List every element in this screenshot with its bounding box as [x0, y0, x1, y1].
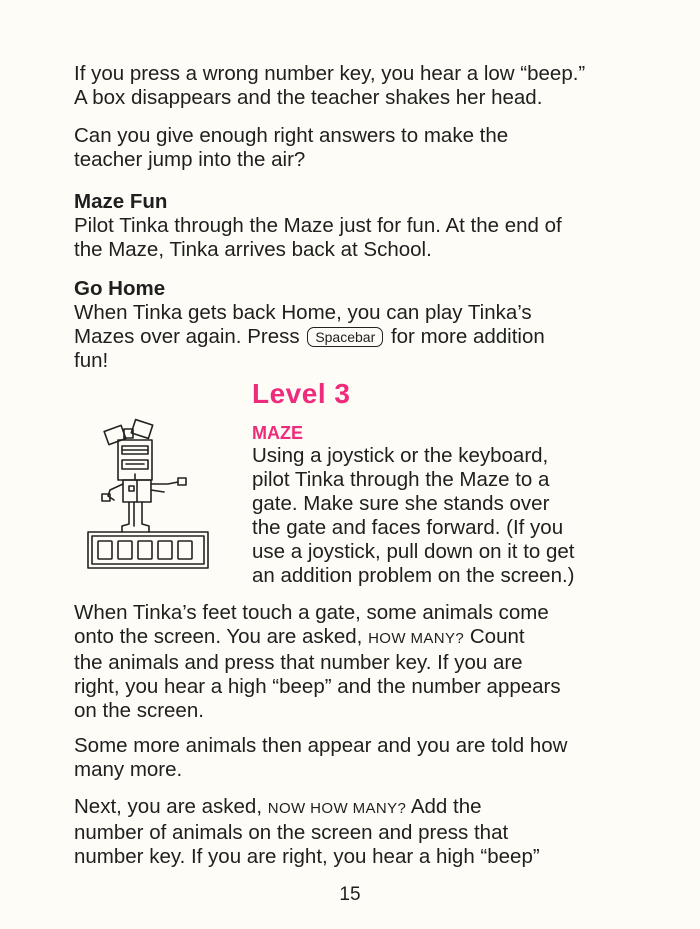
text-line: use a joystick, pull down on it to get [252, 540, 575, 563]
text-line: Using a joystick or the keyboard, [252, 444, 549, 467]
text-line: Can you give enough right answers to make the [74, 124, 509, 147]
text-span: Count [469, 625, 525, 648]
text-line: When Tinka gets back Home, you can play Tinka’s [74, 301, 532, 324]
text-span: onto the screen. You are asked, [74, 625, 363, 648]
text-line: pilot Tinka through the Maze to a [252, 468, 550, 491]
text-line: the Maze, Tinka arrives back at School. [74, 238, 432, 261]
more-animals-paragraph [74, 734, 634, 782]
tinka-on-gate-illustration [86, 414, 216, 574]
level-3-maze-section [252, 422, 632, 588]
section-heading-go-home: Go Home [74, 277, 166, 300]
text-line: right, you hear a high “beep” and the number appears [74, 675, 561, 698]
feet-touch-paragraph [74, 601, 634, 723]
level-3-title: Level 3 [252, 378, 351, 409]
intro-paragraph-2 [74, 124, 634, 172]
text-line [74, 625, 634, 651]
text-line: A box disappears and the teacher shakes her head. [74, 86, 543, 109]
text-line: the gate and faces forward. (If you [252, 516, 564, 539]
text-line: many more. [74, 758, 183, 781]
section-heading-maze-fun: Maze Fun [74, 190, 168, 213]
text-span: Add the [410, 795, 482, 818]
page-number: 15 [339, 884, 361, 905]
text-line: number of animals on the screen and press that [74, 821, 509, 844]
text-line: gate. Make sure she stands over [252, 492, 550, 515]
text-line: If you press a wrong number key, you hear a low “beep.” [74, 62, 586, 85]
go-home-section [74, 277, 634, 373]
text-line: Pilot Tinka through the Maze just for fun. At the end of [74, 214, 562, 237]
text-line: the animals and press that number key. If you are [74, 651, 523, 674]
intro-paragraph-1 [74, 62, 634, 110]
text-line: fun! [74, 349, 109, 372]
text-span: Next, you are asked, [74, 795, 263, 818]
screen-prompt-how-many: HOW MANY? [368, 630, 465, 647]
text-line [74, 795, 634, 821]
text-line: teacher jump into the air? [74, 148, 306, 171]
text-line [74, 325, 634, 349]
screen-prompt-now-how-many: NOW HOW MANY? [267, 800, 407, 817]
text-line: an addition problem on the screen.) [252, 564, 575, 587]
maze-fun-section [74, 190, 634, 262]
text-span: for more addition [390, 325, 545, 348]
text-span: Mazes over again. Press [74, 325, 300, 348]
text-line: When Tinka’s feet touch a gate, some animals come [74, 601, 549, 624]
text-line: Some more animals then appear and you are told how [74, 734, 568, 757]
maze-subheading: MAZE [252, 423, 303, 443]
spacebar-key: Spacebar [307, 327, 383, 347]
next-paragraph [74, 795, 634, 869]
text-line: on the screen. [74, 699, 204, 722]
text-line: number key. If you are right, you hear a high “beep” [74, 845, 540, 868]
